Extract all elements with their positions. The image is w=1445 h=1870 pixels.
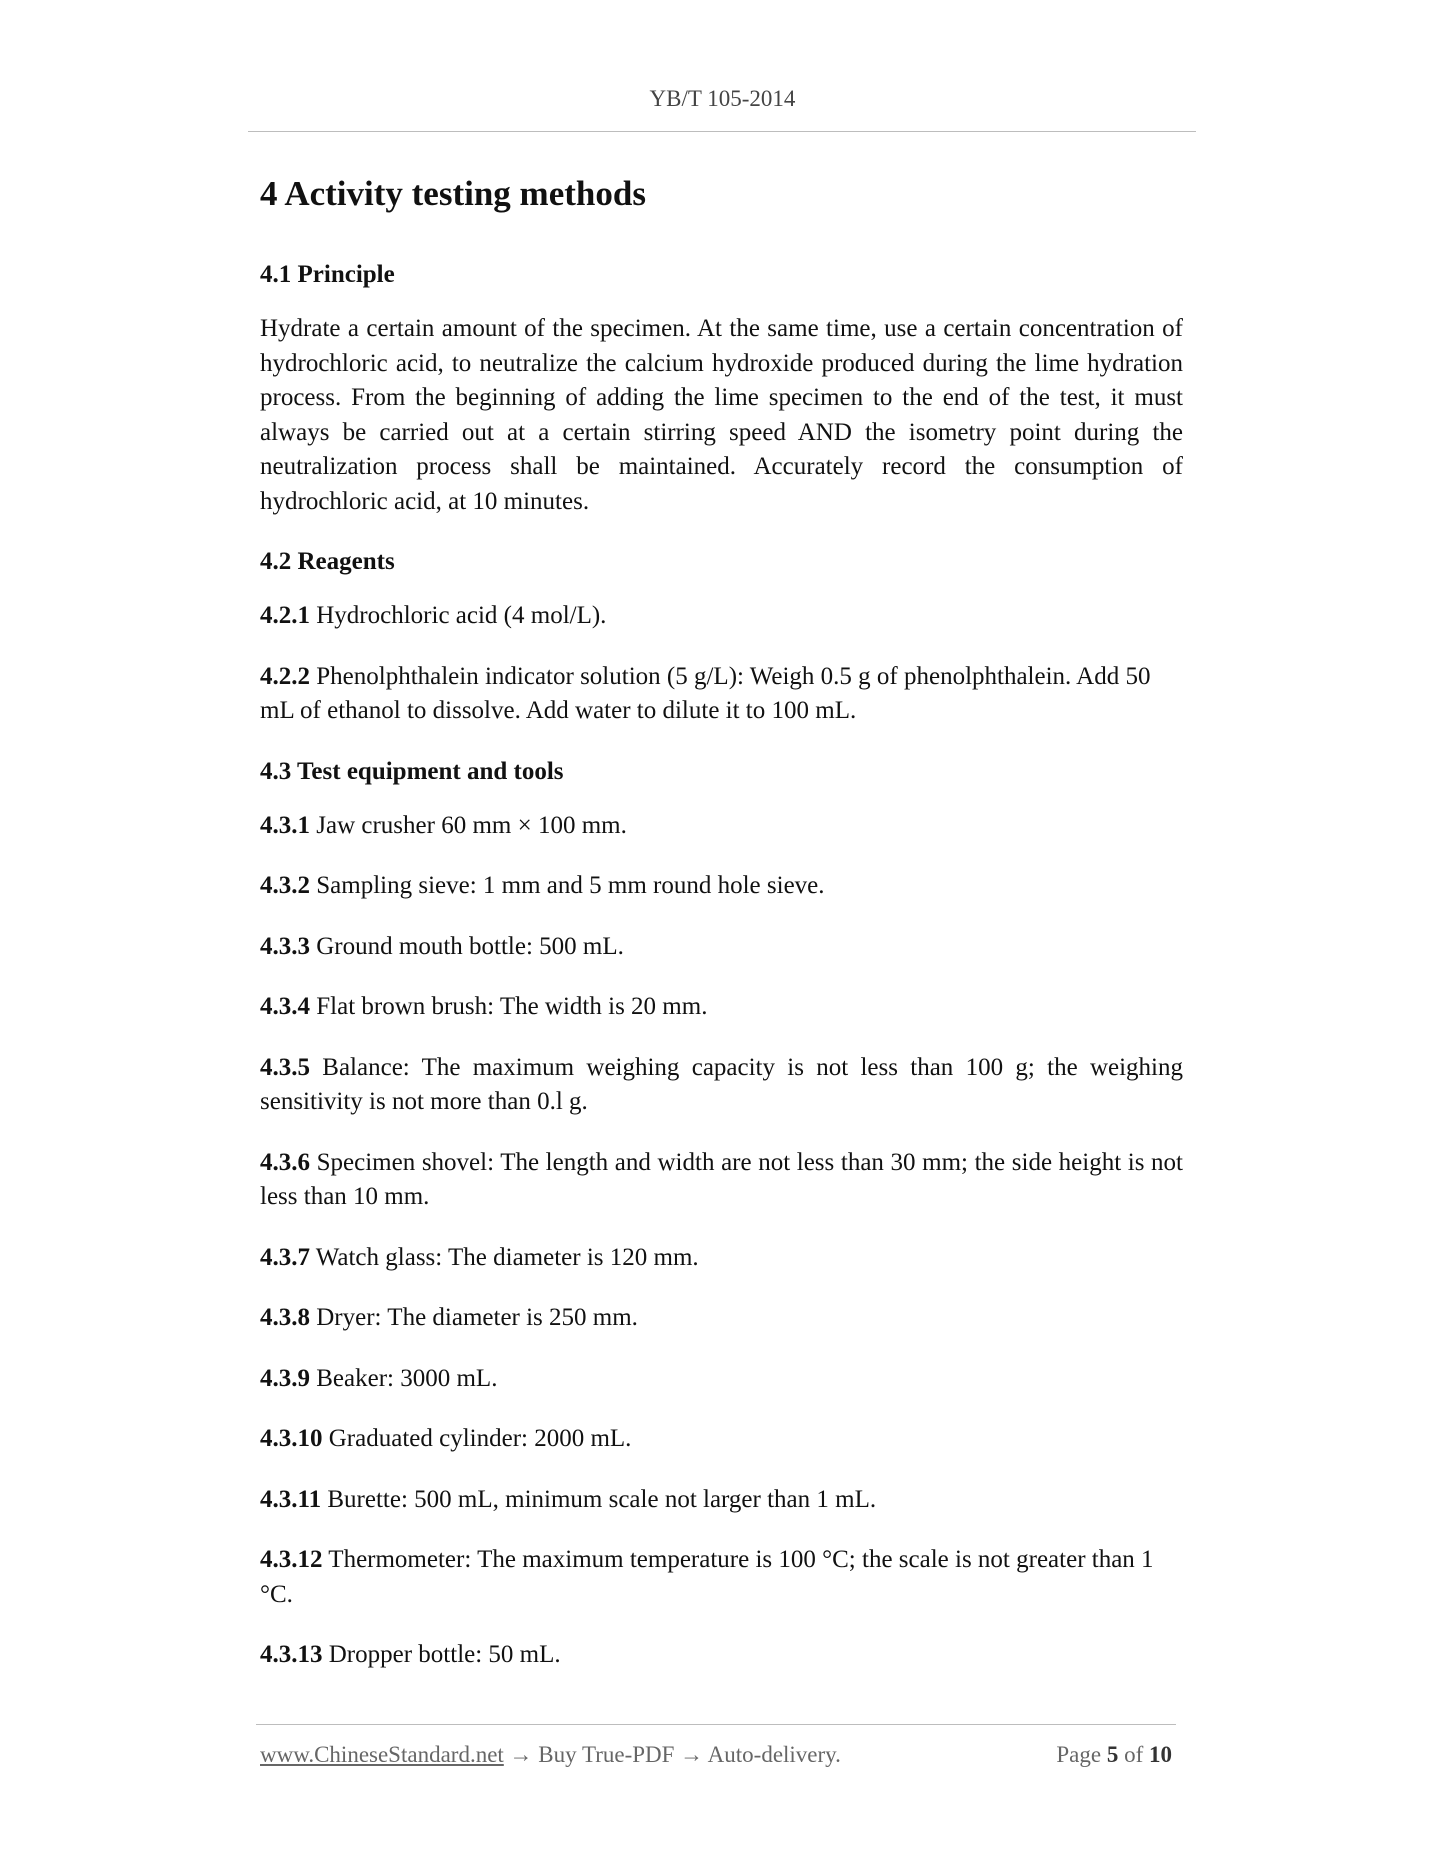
equipment-item (260, 1638, 1183, 1673)
clause-text: Dropper bottle: 50 mL. (322, 1641, 561, 1668)
equipment-item (260, 1422, 1183, 1457)
page-indicator (1056, 1742, 1172, 1768)
principle-paragraph: Hydrate a certain amount of the specimen. At the same time, use a certain concentration of hydrochloric acid, to neutralize the calcium hydroxide produced during the lime hydration process. From the beginning of adding the lime specimen to the end of the test, it must always be carried out at a certain stirring speed AND the isometry point during the neutralization process shall be maintained. Accurately record the consumption of hydrochloric acid, at 10 minutes. (260, 315, 1183, 515)
document-body (260, 172, 1183, 1699)
clause-text: Phenolphthalein indicator solution (5 g/L): Weigh 0.5 g of phenolphthalein. Add 50 mL of ethanol to dissolve. Add water to dilute it to 100 mL. (260, 662, 1151, 724)
page-footer (260, 1742, 1172, 1768)
header-divider (248, 131, 1196, 132)
clause-text: Hydrochloric acid (4 mol/L). (310, 602, 607, 629)
clause-number: 4.3.8 (260, 1304, 310, 1331)
clause-text: Sampling sieve: 1 mm and 5 mm round hole sieve. (310, 872, 825, 899)
clause-text: Flat brown brush: The width is 20 mm. (310, 993, 708, 1020)
equipment-item (260, 990, 1183, 1025)
equipment-item (260, 869, 1183, 904)
equipment-item (260, 1543, 1183, 1612)
clause-number: 4.2.2 (260, 662, 310, 690)
current-page: 5 (1106, 1742, 1119, 1767)
clause-number: 4.3.2 (260, 872, 310, 899)
footer-divider (256, 1724, 1176, 1725)
equipment-item (260, 809, 1183, 844)
clause-number: 4.3.4 (260, 993, 310, 1020)
equipment-item (260, 1241, 1183, 1276)
clause-number: 4.3.13 (260, 1641, 323, 1668)
reagent-item (260, 599, 1183, 634)
clause-text: Specimen shovel: The length and width are not less than 30 mm; the side height is not less than 10 mm. (260, 1148, 1183, 1210)
section-title: 4 Activity testing methods (260, 174, 646, 213)
equipment-item (260, 1051, 1183, 1120)
clause-text: Thermometer: The maximum temperature is 100 °C; the scale is not greater than 1 °C. (260, 1546, 1154, 1608)
clause-text: Balance: The maximum weighing capacity is not less than 100 g; the weighing sensitivity is not more than 0.l g. (260, 1053, 1183, 1115)
clause-number: 4.3.5 (260, 1053, 310, 1081)
principle-heading: 4.1 Principle (260, 261, 395, 288)
total-pages: 10 (1149, 1742, 1172, 1767)
clause-number: 4.3.9 (260, 1364, 310, 1392)
clause-text: Jaw crusher 60 mm × 100 mm. (310, 811, 627, 839)
equipment-item (260, 1301, 1183, 1336)
page-header: YB/T 105-2014 (649, 86, 796, 111)
equipment-item (260, 930, 1183, 965)
clause-number: 4.3.1 (260, 811, 310, 839)
equipment-item (260, 1146, 1183, 1215)
clause-number: 4.3.6 (260, 1148, 310, 1176)
page-label: Page (1056, 1742, 1107, 1767)
clause-text: Beaker: 3000 mL. (310, 1364, 498, 1392)
clause-number: 4.3.12 (260, 1546, 323, 1573)
clause-number: 4.3.10 (260, 1425, 323, 1452)
clause-text: Watch glass: The diameter is 120 mm. (310, 1243, 699, 1271)
clause-text: Ground mouth bottle: 500 mL. (310, 932, 624, 960)
equipment-item (260, 1483, 1183, 1518)
equipment-item (260, 1362, 1183, 1397)
clause-number: 4.3.7 (260, 1243, 310, 1271)
clause-number: 4.3.11 (260, 1485, 322, 1513)
clause-text: Graduated cylinder: 2000 mL. (322, 1425, 632, 1452)
promo-text: → Buy True-PDF → Auto-delivery. (503, 1742, 841, 1767)
footer-promo (260, 1742, 841, 1768)
clause-number: 4.2.1 (260, 602, 310, 629)
clause-number: 4.3.3 (260, 932, 310, 960)
reagents-heading: 4.2 Reagents (260, 548, 395, 575)
clause-text: Burette: 500 mL, minimum scale not larger than 1 mL. (321, 1485, 877, 1513)
of-label: of (1118, 1742, 1149, 1767)
equipment-heading: 4.3 Test equipment and tools (260, 757, 564, 785)
website-link[interactable]: www.ChineseStandard.net (260, 1742, 504, 1767)
clause-text: Dryer: The diameter is 250 mm. (310, 1304, 638, 1331)
reagent-item (260, 660, 1183, 729)
